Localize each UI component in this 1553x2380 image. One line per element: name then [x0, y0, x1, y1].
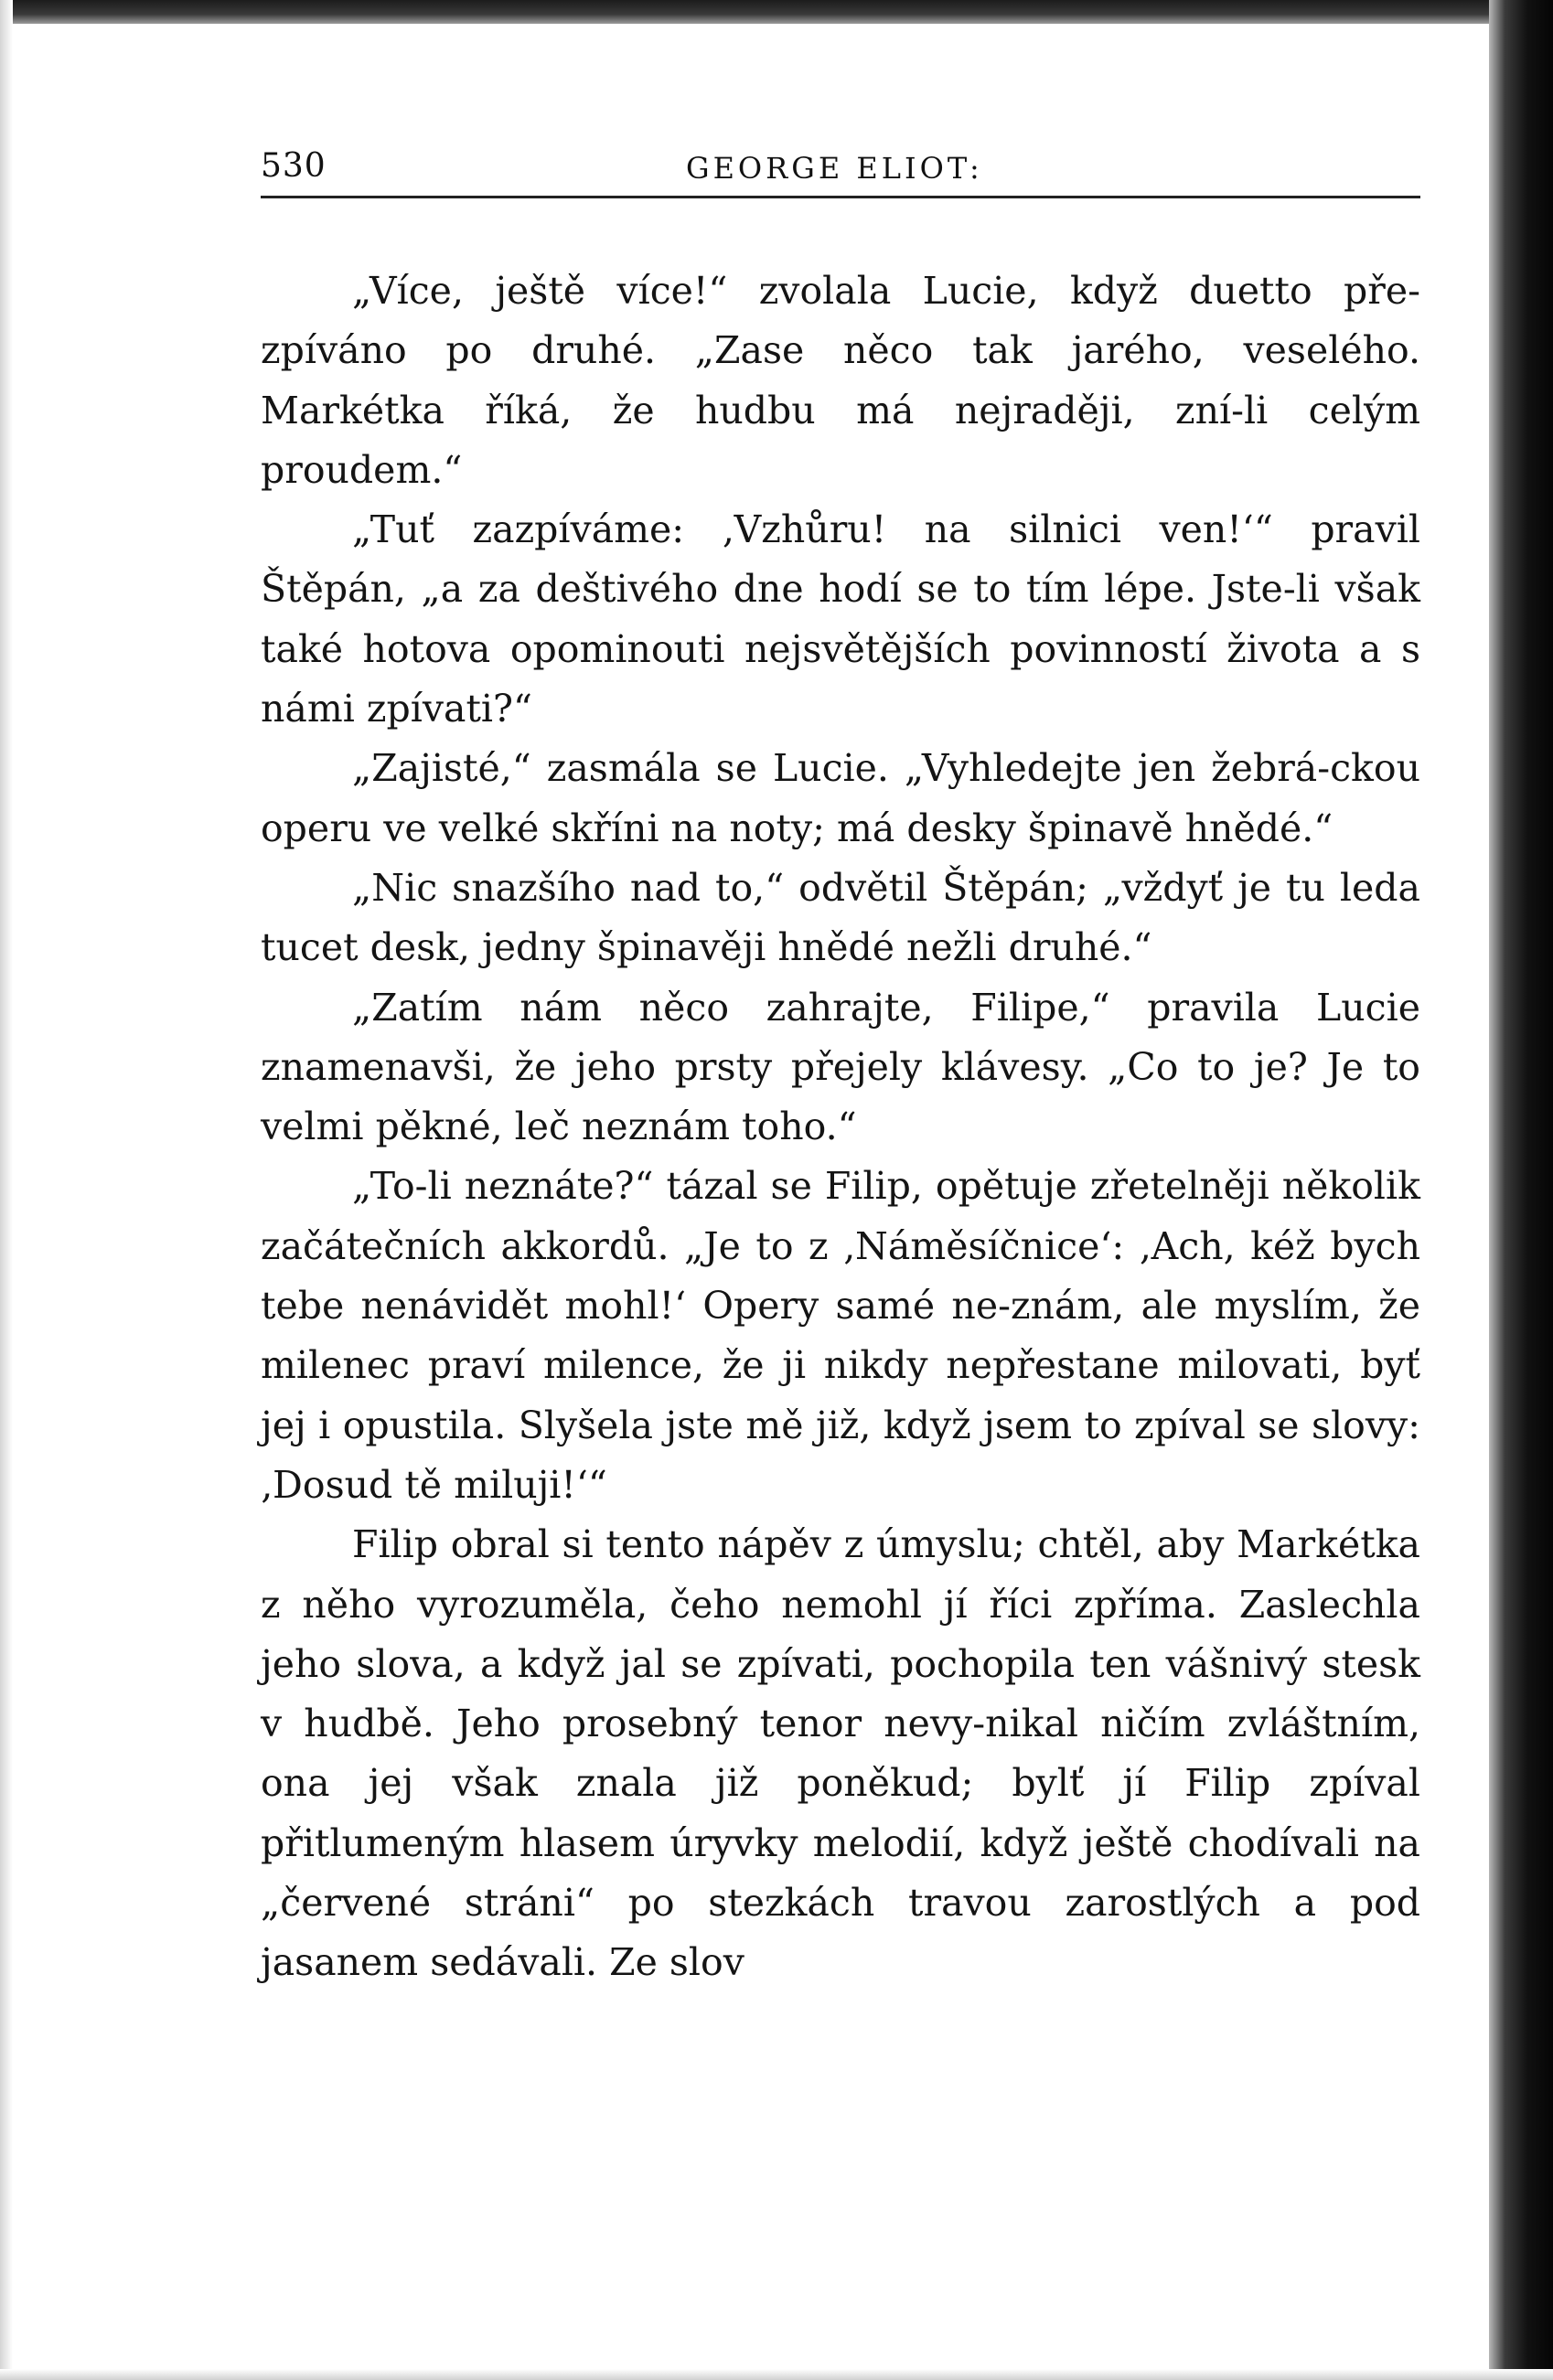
- scan-edge-left: [0, 0, 13, 2380]
- page-number: 530: [261, 147, 327, 185]
- paragraph: „Nic snazšího nad to,“ odvětil Štěpán; „vždyť je tu leda tucet desk, jedny špinavěji hnědé nežli druhé.“: [261, 865, 1420, 970]
- body-text: [261, 261, 1420, 1993]
- paragraph: „Více, ještě více!“ zvolala Lucie, když duetto pře-zpíváno po druhé. „Zase něco tak jarého, veselého. Markétka říká, že hudbu má nejraději, zní-li celým proudem.“: [261, 269, 1420, 492]
- header-rule: [261, 196, 1420, 198]
- paragraph: „Zajisté,“ zasmála se Lucie. „Vyhledejte jen žebrá-ckou operu ve velké skříni na noty; má desky špinavě hnědé.“: [261, 746, 1420, 850]
- scan-edge-right: [1489, 0, 1553, 2380]
- page-header: [261, 142, 1420, 195]
- scan-edge-bottom: [0, 2369, 1553, 2380]
- paragraph: „Zatím nám něco zahrajte, Filipe,“ pravila Lucie znamenavši, že jeho prsty přejely klávesy. „Co to je? Je to velmi pěkné, leč neznám toho.“: [261, 985, 1420, 1149]
- paragraph: Filip obral si tento nápěv z úmyslu; chtěl, aby Markétka z něho vyrozuměla, čeho nemohl jí říci zpříma. Zaslechla jeho slova, a když jal se zpívati, pochopila ten vášnivý stesk v hudbě. Jeho prosebný tenor nevy-nikal ničím zvláštním, ona jej však znala již poněkud; bylť jí Filip zpíval přitlumeným hlasem úryvky melodií, když ještě chodívali na „červené stráni“ po stezkách travou zarostlých a pod jasanem sedávali. Ze slov: [261, 1522, 1420, 1985]
- scan-edge-top: [0, 0, 1553, 24]
- running-head: GEORGE ELIOT:: [686, 151, 983, 186]
- paragraph: „Tuť zazpíváme: ‚Vzhůru! na silnici ven!‘“ pravil Štěpán, „a za deštivého dne hodí se to tím lépe. Jste-li však také hotova opominouti nejsvětějších povinností života a s námi zpívati?“: [261, 507, 1420, 731]
- paragraph: „To-li neznáte?“ tázal se Filip, opětuje zřetelněji několik začátečních akkordů. „Je to z ‚Náměsíčnice‘: ‚Ach, kéž bych tebe nenávidět mohl!‘ Opery samé ne-znám, ale myslím, že milenec praví milence, že ji nikdy nepřestane milovati, byť jej i opustila. Slyšela jste mě již, když jsem to zpíval se slovy: ‚Dosud tě miluji!‘“: [261, 1164, 1420, 1507]
